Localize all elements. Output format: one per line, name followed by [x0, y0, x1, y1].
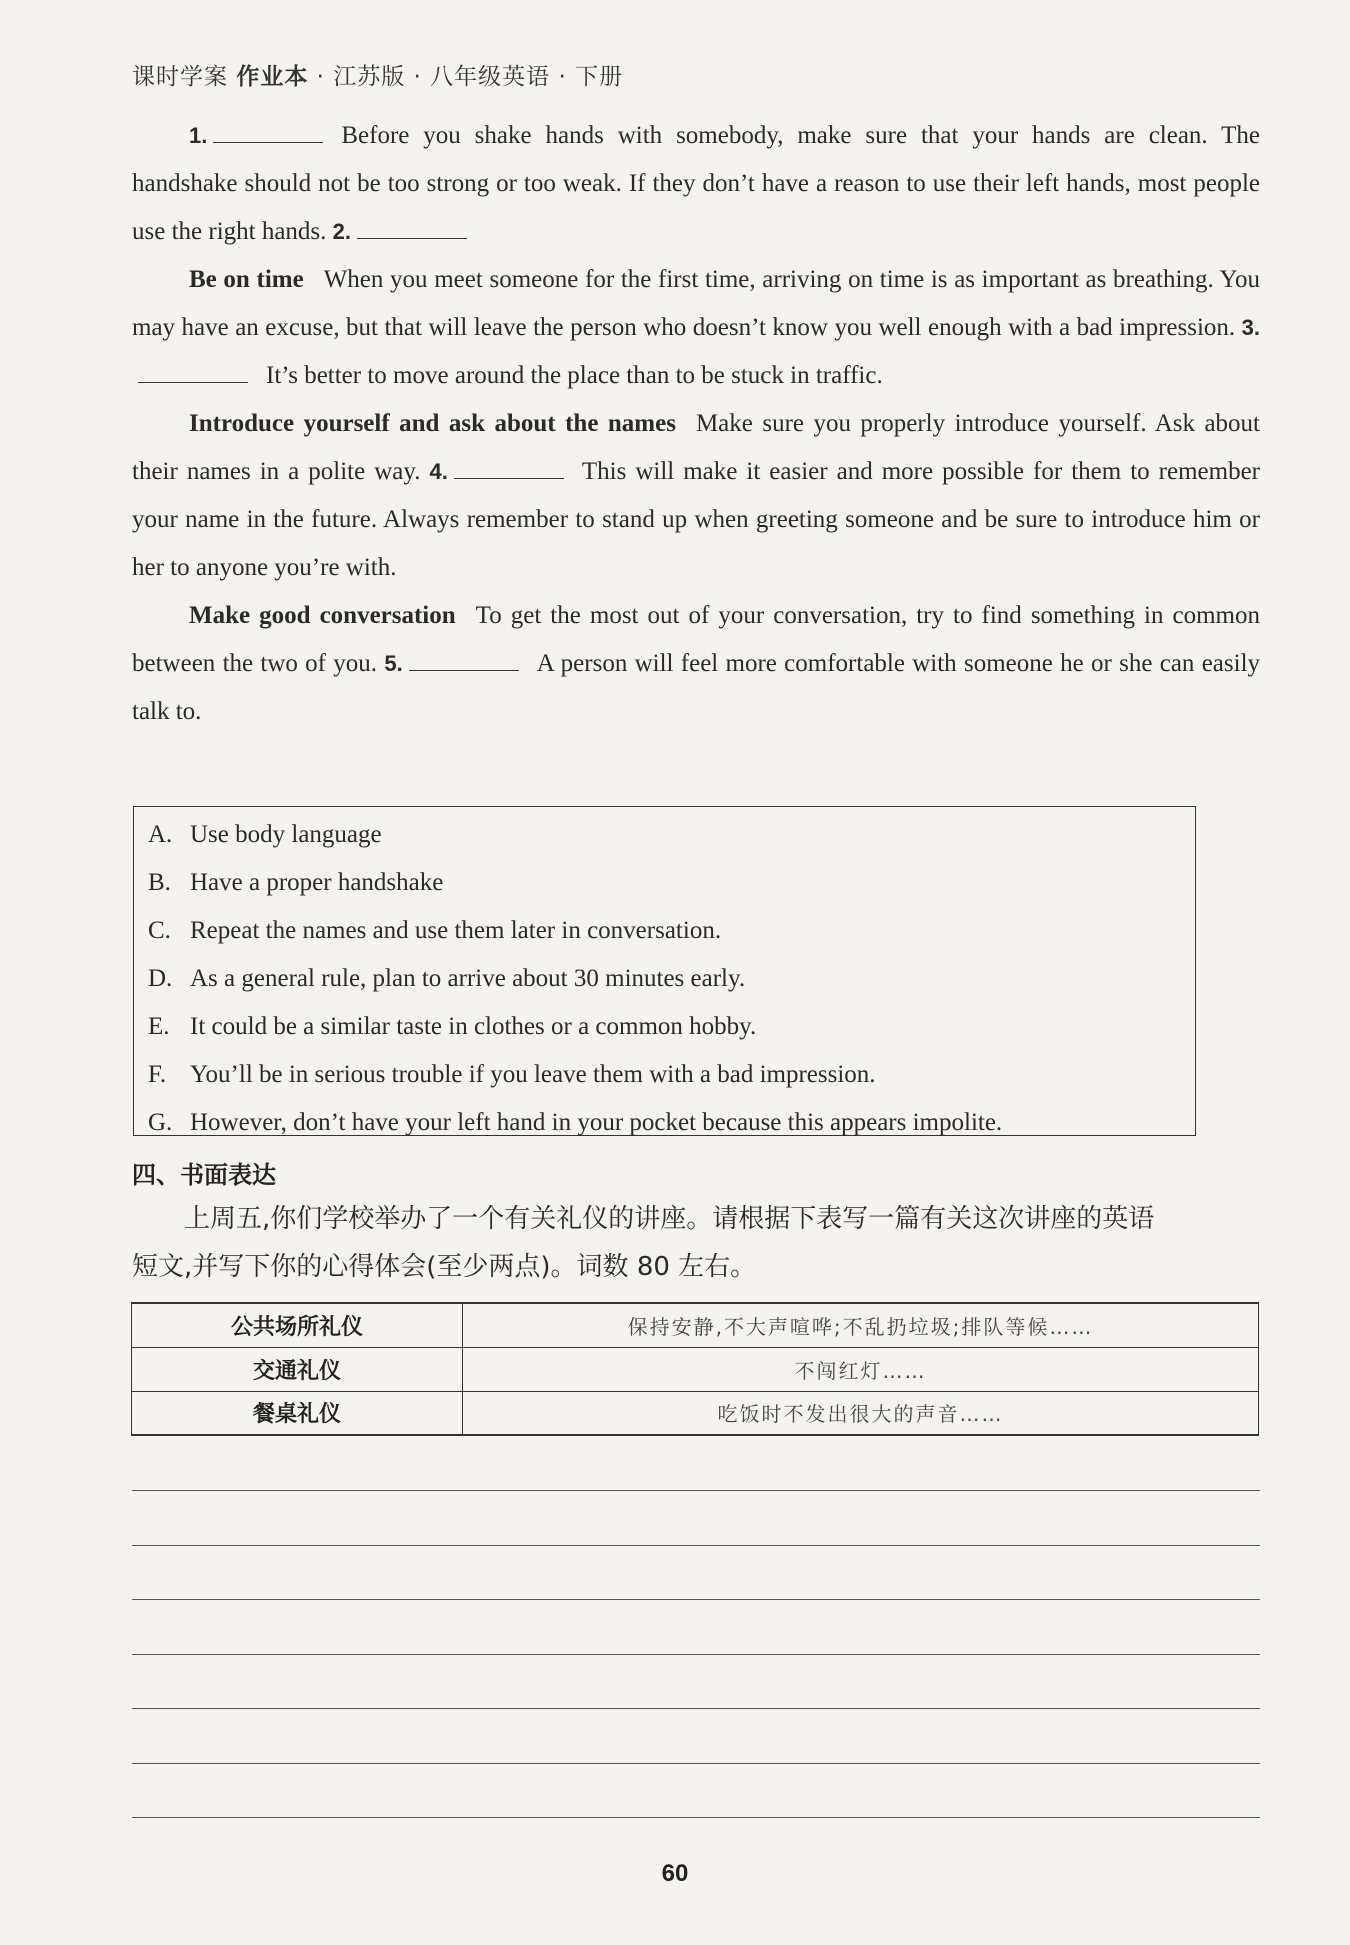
option-letter: D.	[148, 965, 173, 992]
table-examples-cell: 不闯红灯……	[463, 1347, 1259, 1391]
paragraph-4-text-2: A person will feel more comfortable with someone he or she can easily talk to.	[132, 650, 1261, 725]
paragraph-2-text-1: When you meet someone for the first time, arriving on time is as important as breathing. You may have an excuse, but that will leave the person who doesn’t know you well enough with a bad impression.	[132, 266, 1260, 341]
paragraph-1-text: Before you shake hands with somebody, make sure that your hands are clean. The handshake should not be too strong or too weak. If they don’t have a reason to use their left hands, most people use the right hands.	[132, 122, 1260, 245]
table-row	[132, 1347, 1259, 1391]
option-f	[148, 1051, 1181, 1099]
blank-number-2: 2.	[332, 219, 352, 244]
page-header	[132, 58, 623, 91]
paragraph-3-text-2: This will make it easier and more possible for them to remember your name in the future. Always remember to stand up when greeting someone and be sure to introduce him or her to anyone you’re with.	[132, 458, 1260, 581]
options-box	[133, 806, 1196, 1136]
option-letter: G.	[148, 1109, 173, 1136]
option-text: Repeat the names and use them later in conversation.	[190, 917, 722, 944]
instruction-line-1: 上周五,你们学校举办了一个有关礼仪的讲座。请根据下表写一篇有关这次讲座的英语	[184, 1204, 1155, 1234]
etiquette-table	[131, 1302, 1259, 1436]
instruction-line-2: 短文,并写下你的心得体会(至少两点)。词数 80 左右。	[132, 1252, 757, 1282]
answer-blank-4[interactable]	[454, 454, 564, 479]
header-brand: 作业本	[236, 64, 309, 90]
blank-number-4: 4.	[429, 459, 448, 484]
header-prefix: 课时学案	[132, 64, 237, 90]
paragraph-3-heading: Introduce yourself and ask about the names	[189, 410, 676, 437]
option-letter: E.	[148, 1013, 170, 1040]
option-text: Use body language	[190, 821, 382, 848]
blank-number-5: 5.	[384, 651, 403, 676]
paragraph-2-heading: Be on time	[189, 266, 304, 293]
passage-paragraph-1	[132, 112, 1260, 256]
passage-paragraph-4	[132, 592, 1260, 736]
writing-line[interactable]	[132, 1490, 1260, 1491]
table-row	[132, 1391, 1259, 1435]
paragraph-4-heading: Make good conversation	[189, 602, 456, 629]
option-a	[148, 811, 1181, 859]
table-category-cell: 交通礼仪	[132, 1347, 463, 1391]
option-text: As a general rule, plan to arrive about 30 minutes early.	[190, 965, 746, 992]
passage-paragraph-3	[132, 400, 1260, 592]
answer-blank-2[interactable]	[357, 214, 467, 239]
option-text: Have a proper handshake	[190, 869, 444, 896]
table-examples-cell: 吃饭时不发出很大的声音……	[463, 1391, 1259, 1435]
paragraph-4-text-1: To get the most out of your conversation, try to find something in common between the two of you.	[132, 602, 1260, 677]
reading-passage	[132, 112, 1260, 736]
option-b	[148, 859, 1181, 907]
option-e	[148, 1003, 1181, 1051]
writing-area[interactable]	[132, 1490, 1260, 1872]
writing-line[interactable]	[132, 1599, 1260, 1600]
option-g	[148, 1099, 1181, 1147]
blank-number-3: 3.	[1241, 315, 1260, 340]
option-c	[148, 907, 1181, 955]
passage-paragraph-2	[132, 256, 1260, 400]
page-number: 60	[661, 1860, 689, 1887]
writing-line[interactable]	[132, 1817, 1260, 1818]
answer-blank-1[interactable]	[213, 118, 323, 143]
section-title-writing: 四、书面表达	[132, 1161, 276, 1189]
writing-line[interactable]	[132, 1763, 1260, 1764]
option-letter: C.	[148, 917, 171, 944]
blank-number-1: 1.	[189, 123, 208, 148]
option-text: However, don’t have your left hand in your pocket because this appears impolite.	[190, 1109, 1003, 1136]
option-d	[148, 955, 1181, 1003]
answer-blank-5[interactable]	[409, 646, 519, 671]
table-row	[132, 1303, 1259, 1347]
header-suffix: · 江苏版 · 八年级英语 · 下册	[308, 64, 624, 90]
answer-blank-3[interactable]	[138, 358, 248, 383]
option-text: You’ll be in serious trouble if you leave them with a bad impression.	[190, 1061, 876, 1088]
table-category-cell: 餐桌礼仪	[132, 1391, 463, 1435]
table-category-cell: 公共场所礼仪	[132, 1303, 463, 1347]
option-text: It could be a similar taste in clothes or a common hobby.	[190, 1013, 757, 1040]
option-letter: B.	[148, 869, 171, 896]
writing-line[interactable]	[132, 1545, 1260, 1546]
writing-instruction	[132, 1195, 1260, 1291]
paragraph-3-text-1: Make sure you properly introduce yourself. Ask about their names in a polite way.	[132, 410, 1260, 485]
table-examples-cell: 保持安静,不大声喧哗;不乱扔垃圾;排队等候……	[463, 1303, 1259, 1347]
writing-line[interactable]	[132, 1708, 1260, 1709]
option-letter: A.	[148, 821, 173, 848]
option-letter: F.	[148, 1061, 167, 1088]
writing-line[interactable]	[132, 1654, 1260, 1655]
paragraph-2-text-2: It’s better to move around the place than to be stuck in traffic.	[266, 362, 883, 389]
